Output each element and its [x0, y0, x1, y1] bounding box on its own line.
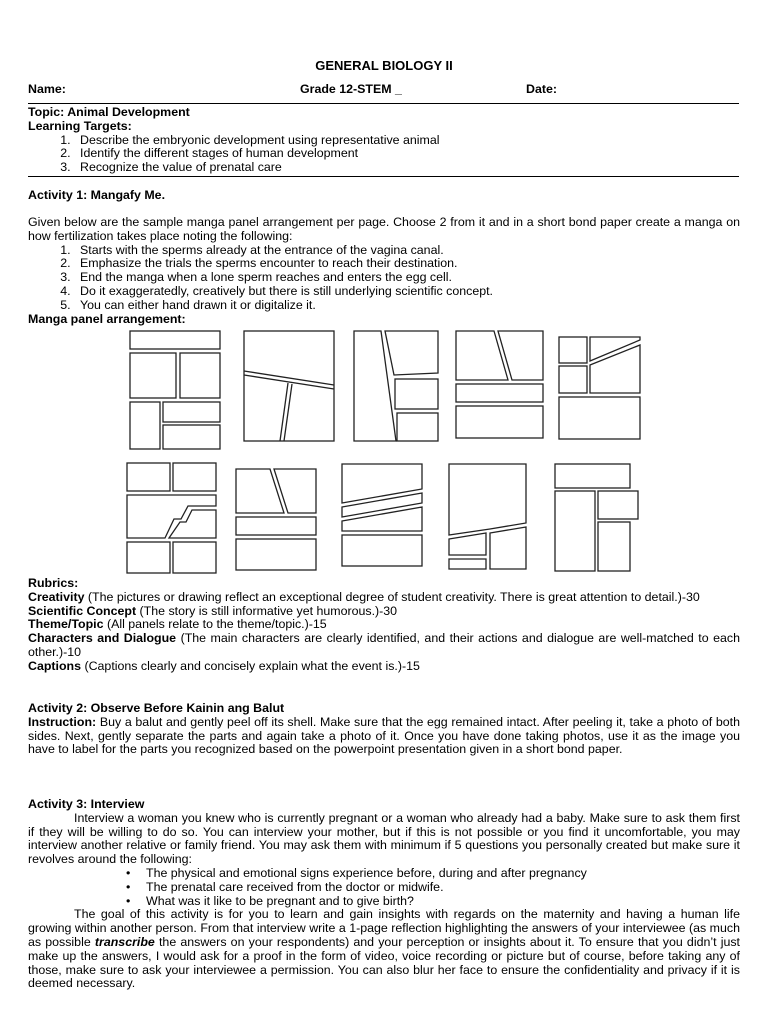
panel-layout-4	[456, 331, 543, 438]
activity2-heading: Activity 2: Observe Before Kainin ang Balut	[28, 701, 285, 715]
rubrics-section	[28, 577, 740, 674]
rubric-term: Theme/Topic	[28, 617, 104, 632]
list-item: 5. You can either hand drawn it or digitalize it.	[74, 299, 740, 313]
rubric-desc: (Captions clearly and concisely explain what the event is.)-15	[81, 658, 420, 673]
rubric-item-captions	[28, 660, 740, 674]
panel-layout-2	[244, 331, 334, 441]
list-item: • The prenatal care received from the doctor or midwife.	[146, 881, 740, 895]
list-item: 4. Do it exaggeratedly, creatively but there is still underlying scientific concept.	[74, 285, 740, 299]
panel-layout-5	[559, 337, 640, 439]
list-item: 1. Starts with the sperms already at the entrance of the vagina canal.	[74, 244, 740, 258]
list-item: 2. Emphasize the trials the sperms encounter to reach their destination.	[74, 257, 740, 271]
activity1-heading: Activity 1: Mangafy Me.	[28, 188, 166, 202]
rubric-term: Characters and Dialogue	[28, 631, 177, 646]
grade-label: Grade 12-STEM _	[300, 82, 402, 96]
para2-emphasis: transcribe	[94, 934, 155, 949]
document-title: GENERAL BIOLOGY II	[315, 58, 453, 73]
panel-layout-7	[236, 469, 316, 570]
header-rule	[28, 103, 739, 104]
activity3-para2	[28, 908, 740, 991]
manga-panel-illustration	[110, 323, 660, 575]
rubric-term: Captions	[28, 658, 82, 673]
rubric-item-creativity	[28, 591, 740, 605]
date-label: Date:	[526, 82, 557, 96]
para2-text-a: The goal of this activity is for you to learn and gain insights with regards on the maternity and having a human life growing within another person. From that interview write a 1-page reflection highlighting the answers of your interviewee (as much as possible	[28, 907, 740, 949]
list-item: • What was it like to be pregnant and to give birth?	[146, 895, 740, 909]
panel-layout-3	[354, 331, 438, 441]
rubric-item-characters	[28, 632, 740, 660]
rubrics-heading: Rubrics:	[28, 576, 79, 590]
instruction-label: Instruction:	[28, 714, 97, 729]
list-item: 3. End the manga when a lone sperm reaches and enters the egg cell.	[74, 271, 740, 285]
activity1-intro: Given below are the sample manga panel arrangement per page. Choose 2 from it and in a short bond paper create a manga on how fertilization takes place noting the following:	[28, 215, 740, 243]
panel-layout-10	[555, 464, 638, 571]
rubric-term: Scientific Concept	[28, 603, 137, 618]
activity2-section	[28, 702, 740, 757]
name-label: Name:	[28, 82, 66, 96]
instruction-text: Buy a balut and gently peel off its shell. Make sure that the egg remained intact. After peeling it, take a photo of both sides. Next, gently separate the parts and again take a photo of it. Once you have done taking photos, use it as the image you have to label for the parts you recognized based on the powerpoint presentation given in a short bond paper.	[28, 714, 740, 757]
list-item: 3. Recognize the value of prenatal care	[74, 161, 740, 175]
rubric-desc: (The pictures or drawing reflect an exceptional degree of student creativity. There is great attention to detail.)-30	[84, 589, 700, 604]
list-item: • The physical and emotional signs experience before, during and after pregnancy	[146, 867, 740, 881]
para2-text-b: the answers on your respondents) and your perception or insights about it. To ensure that you didn’t just make up the answers, I would ask for a proof in the form of video, voice recording or picture but of course, before taking any of those, make sure to ask your interviewee a permission. You can also blur her face to ensure the confidentiality and privacy if it is deemed necessary.	[28, 934, 740, 991]
activity1-list	[28, 244, 740, 313]
panel-arrangement-label: Manga panel arrangement:	[28, 311, 186, 326]
topic-section	[28, 106, 740, 175]
rubric-item-scientific-concept	[28, 605, 740, 619]
activity1-body	[28, 216, 740, 326]
activity3-heading: Activity 3: Interview	[28, 797, 145, 811]
learning-targets-label: Learning Targets:	[28, 118, 132, 133]
panel-layout-1	[130, 331, 220, 449]
rubric-term: Creativity	[28, 589, 85, 604]
rubric-item-theme	[28, 618, 740, 632]
list-item: 1. Describe the embryonic development using representative animal	[74, 134, 740, 148]
panel-layout-8	[342, 464, 422, 566]
learning-targets-list	[28, 134, 740, 175]
panel-layout-6	[127, 463, 216, 573]
activity3-bullets	[28, 867, 740, 908]
activity3-section	[28, 798, 740, 991]
rubric-desc: (The main characters are clearly identified, and their actions and dialogue are well-matched to each other.)-10	[28, 631, 740, 659]
section-rule	[28, 176, 739, 177]
panel-layout-9	[449, 464, 526, 569]
activity2-instruction	[28, 716, 740, 757]
rubric-desc: (The story is still informative yet humorous.)-30	[136, 603, 398, 618]
manga-panels-svg	[110, 323, 660, 575]
activity3-para1: Interview a woman you knew who is currently pregnant or a woman who already had a baby. Make sure to ask them first if they will be willing to do so. You can interview your mother, but if this is not possible or you find it uncomfortable, you may interview another relative or family friend. You may ask them with minimum if 5 questions you personally created but make sure it revolves around the following:	[28, 810, 740, 867]
rubric-desc: (All panels relate to the theme/topic.)-15	[103, 617, 327, 632]
list-item: 2. Identify the different stages of human development	[74, 147, 740, 161]
topic: Topic: Animal Development	[28, 105, 190, 119]
